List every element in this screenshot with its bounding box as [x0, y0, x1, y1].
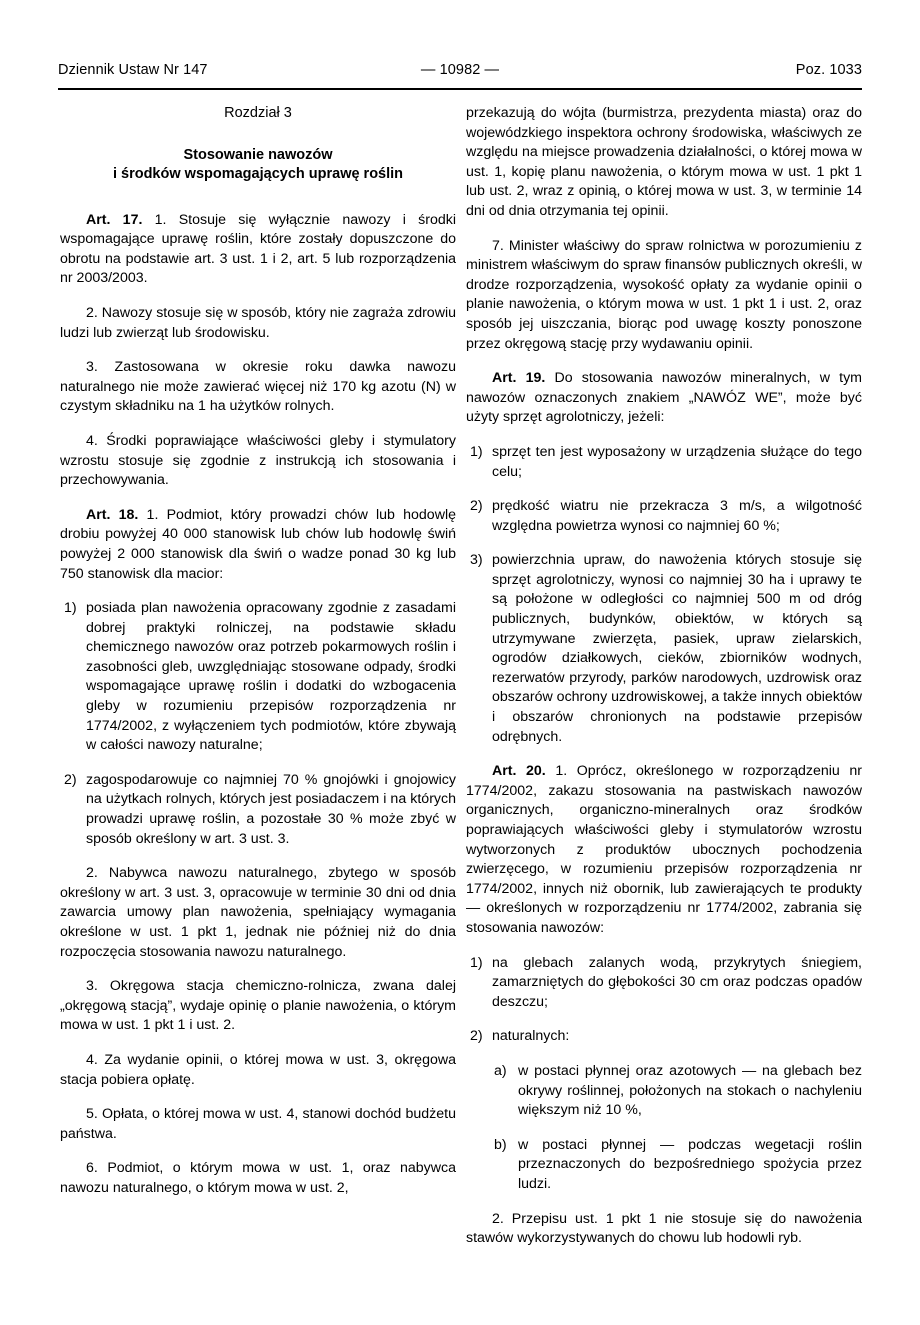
list-marker: 1): [470, 443, 483, 460]
article-20-sub-item-b: [466, 1136, 862, 1195]
article-19-lead: [466, 369, 862, 428]
header-rule: [58, 88, 862, 90]
article-19-label: Art. 19.: [492, 370, 546, 387]
article-17-paragraph-4: 4. Środki poprawiające właściwości gleby i stymulatory wzrostu stosuje się zgodnie z instrukcją ich stosowania i przechowywania.: [60, 432, 456, 489]
article-18-paragraph-5: 5. Opłata, o której mowa w ust. 4, stanowi dochód budżetu państwa.: [60, 1106, 456, 1142]
chapter-heading: Rozdział 3: [224, 105, 292, 121]
article-18-label: Art. 18.: [86, 506, 139, 523]
article-17-label: Art. 17.: [86, 211, 143, 228]
article-17-paragraph-2: 2. Nawozy stosuje się w sposób, który nie zagraża zdrowiu ludzi lub zwierząt lub środowisku.: [60, 304, 456, 341]
article-19-list-item-1: [466, 443, 862, 482]
column-left: [60, 104, 456, 1199]
article-19-list-item-3: [466, 551, 862, 747]
list-marker: 2): [64, 771, 77, 788]
list-item-text: posiada plan nawożenia opracowany zgodnie z zasadami dobrej praktyki rolniczej, na podstawie składu chemicznego nawozów oraz potrzeb pokarmowych roślin i zasobności gleb, uwzględniając stosowane odpady, środki wspomagające uprawę roślin i dodatki do wzbogacenia gleby w rozumieniu przepisów rozporządzenia nr 1774/2002, z wyłączeniem tych podmiotów, które zbywają w całości nawozy naturalne;: [86, 600, 456, 754]
sub-list-item-text: w postaci płynnej — podczas wegetacji roślin przeznaczonych do bezpośredniego spożycia przez ludzi.: [518, 1136, 862, 1192]
section-title-line-1: Stosowanie nawozów: [183, 146, 333, 163]
list-item-text: sprzęt ten jest wyposażony w urządzenia służące do tego celu;: [492, 443, 862, 480]
article-19-lead-text: Do stosowania nawozów mineralnych, w tym nawozów oznaczonych znakiem „NAWÓZ WE”, może być użyty sprzęt agrolotniczy, jeżeli:: [466, 370, 862, 426]
list-marker: 1): [470, 954, 483, 971]
running-head-page-number: — 10982 —: [420, 62, 500, 78]
sub-list-marker: a): [494, 1062, 507, 1079]
section-title: [60, 146, 456, 185]
article-20-paragraph-1-text: 1. Oprócz, określonego w rozporządzeniu nr 1774/2002, zakazu stosowania na pastwiskach nawozów organicznych, organiczno-mineralnych oraz środków poprawiających właściwości gleby i stymulatorów wzrostu wytworzonych z produktów ubocznych pochodzenia zwierzęcego, w rozumieniu przepisów rozporządzenia nr 1774/2002, innych niż obornik, lub zawierających te produkty — określonych w rozporządzeniu nr 1774/2002, zabrania się stosowania nawozów:: [466, 763, 862, 936]
column-right: [466, 104, 862, 1249]
article-20-paragraph-2: 2. Przepisu ust. 1 pkt 1 nie stosuje się do nawożenia stawów wykorzystywanych do chowu lub hodowli ryb.: [466, 1210, 862, 1247]
sub-list-item-text: w postaci płynnej oraz azotowych — na glebach bez okrywy roślinnej, położonych na stokach o nachyleniu większym niż 10 %,: [518, 1062, 862, 1119]
article-20-list-item-1: [466, 954, 862, 1013]
article-18-list-item-1: [60, 599, 456, 756]
running-head-left: Dziennik Ustaw Nr 147: [58, 62, 208, 78]
article-18-paragraph-3: 3. Okręgowa stacja chemiczno-rolnicza, zwana dalej „okręgową stacją”, wydaje opinię o planie nawożenia, o którym mowa w ust. 1 pkt 1 i ust. 2.: [60, 978, 456, 1034]
article-20-sub-item-a: [466, 1062, 862, 1121]
article-18-paragraph-4: 4. Za wydanie opinii, o której mowa w ust. 3, okręgowa stacja pobiera opłatę.: [60, 1051, 456, 1088]
article-20-list-item-2: [466, 1027, 862, 1047]
article-20-label: Art. 20.: [492, 763, 546, 780]
article-17-paragraph-1-text: 1. Stosuje się wyłącznie nawozy i środki wspomagające uprawę roślin, które zostały dopuszczone do obrotu na podstawie art. 3 ust. 1 i 2, art. 5 lub rozporządzenia nr 2003/2003.: [60, 211, 456, 287]
list-marker: 3): [470, 552, 483, 569]
list-marker: 2): [470, 1028, 483, 1045]
running-head-right: Poz. 1033: [795, 62, 862, 78]
article-18-paragraph-1: [60, 506, 456, 584]
article-18-paragraph-1-text: 1. Podmiot, który prowadzi chów lub hodowlę drobiu powyżej 40 000 stanowisk lub chów lub hodowlę świń powyżej 2 000 stanowisk dla świń o wadze ponad 30 kg lub 750 stanowisk dla macior:: [60, 506, 456, 582]
list-item-text: prędkość wiatru nie przekracza 3 m/s, a wilgotność względna powietrza wynosi co najmniej 60 %;: [492, 498, 862, 534]
article-20-paragraph-1: [466, 762, 862, 938]
list-marker: 2): [470, 498, 483, 515]
article-17-paragraph-1: [60, 211, 456, 289]
list-item-text: naturalnych:: [492, 1028, 570, 1045]
article-18-list-item-2: [60, 771, 456, 849]
article-17-paragraph-3: 3. Zastosowana w okresie roku dawka nawozu naturalnego nie może zawierać więcej niż 170 kg azotu (N) w czystym składniku na 1 ha użytków rolnych.: [60, 359, 456, 415]
list-item-text: powierzchnia upraw, do nawożenia których stosuje się sprzęt agrolotniczy, wynosi co najmniej 30 ha i uprawy te są położone w odległości co najmniej 500 m od dróg publicznych, budynków, obiektów, w których są utrzymywane zwierzęta, pasiek, upraw zielarskich, ogrodów działkowych, cieków, zbiorników wodnych, rezerwatów przyrody, parków narodowych, uzdrowisk oraz obszarów ochrony uzdrowiskowej, a także innych obiektów i obszarów chronionych na podstawie przepisów odrębnych.: [492, 552, 862, 745]
article-18-paragraph-7: 7. Minister właściwy do spraw rolnictwa w porozumieniu z ministrem właściwym do spraw finansów publicznych określi, w drodze rozporządzenia, wysokość opłaty za wydanie opinii o planie nawożenia, o którym mowa w ust. 1 pkt 1 i ust. 2, oraz sposób jej uiszczania, biorąc pod uwagę koszty ponoszone przez okręgową stację przy wydawaniu opinii.: [466, 237, 862, 352]
list-marker: 1): [64, 600, 77, 617]
sub-list-marker: b): [494, 1136, 507, 1153]
running-head: [58, 62, 862, 86]
list-item-text: na glebach zalanych wodą, przykrytych śniegiem, zamarzniętych do głębokości 30 cm oraz podczas opadów deszczu;: [492, 954, 862, 1010]
article-18-paragraph-6-continued: przekazują do wójta (burmistrza, prezydenta miasta) oraz do wojewódzkiego inspektora ochrony środowiska, właściwych ze względu na miejsce prowadzenia działalności, o której mowa w ust. 1, kopię planu nawożenia, o którym mowa w ust. 1 pkt 1 lub ust. 2, wraz z opinią, o której mowa w ust. 3, w terminie 14 dni od dnia otrzymania tej opinii.: [466, 105, 862, 219]
article-19-list-item-2: [466, 497, 862, 536]
article-18-paragraph-2: 2. Nabywca nawozu naturalnego, zbytego w sposób określony w art. 3 ust. 3, opracowuje w terminie 30 dni od dnia zawarcia umowy plan nawożenia, spełniający wymagania określone w ust. 1 pkt 1, jednak nie później niż do dnia rozpoczęcia stosowania nawozu naturalnego.: [60, 865, 456, 960]
section-title-line-2: i środków wspomagających uprawę roślin: [112, 166, 404, 183]
article-18-paragraph-6: 6. Podmiot, o którym mowa w ust. 1, oraz nabywca nawozu naturalnego, o którym mowa w ust. 2,: [60, 1160, 456, 1196]
list-item-text: zagospodarowuje co najmniej 70 % gnojówki i gnojowicy na użytkach rolnych, których jest posiadaczem i na których prowadzi uprawę roślin, a pozostałe 30 % może zbyć w sposób określony w art. 3 ust. 3.: [86, 771, 456, 847]
